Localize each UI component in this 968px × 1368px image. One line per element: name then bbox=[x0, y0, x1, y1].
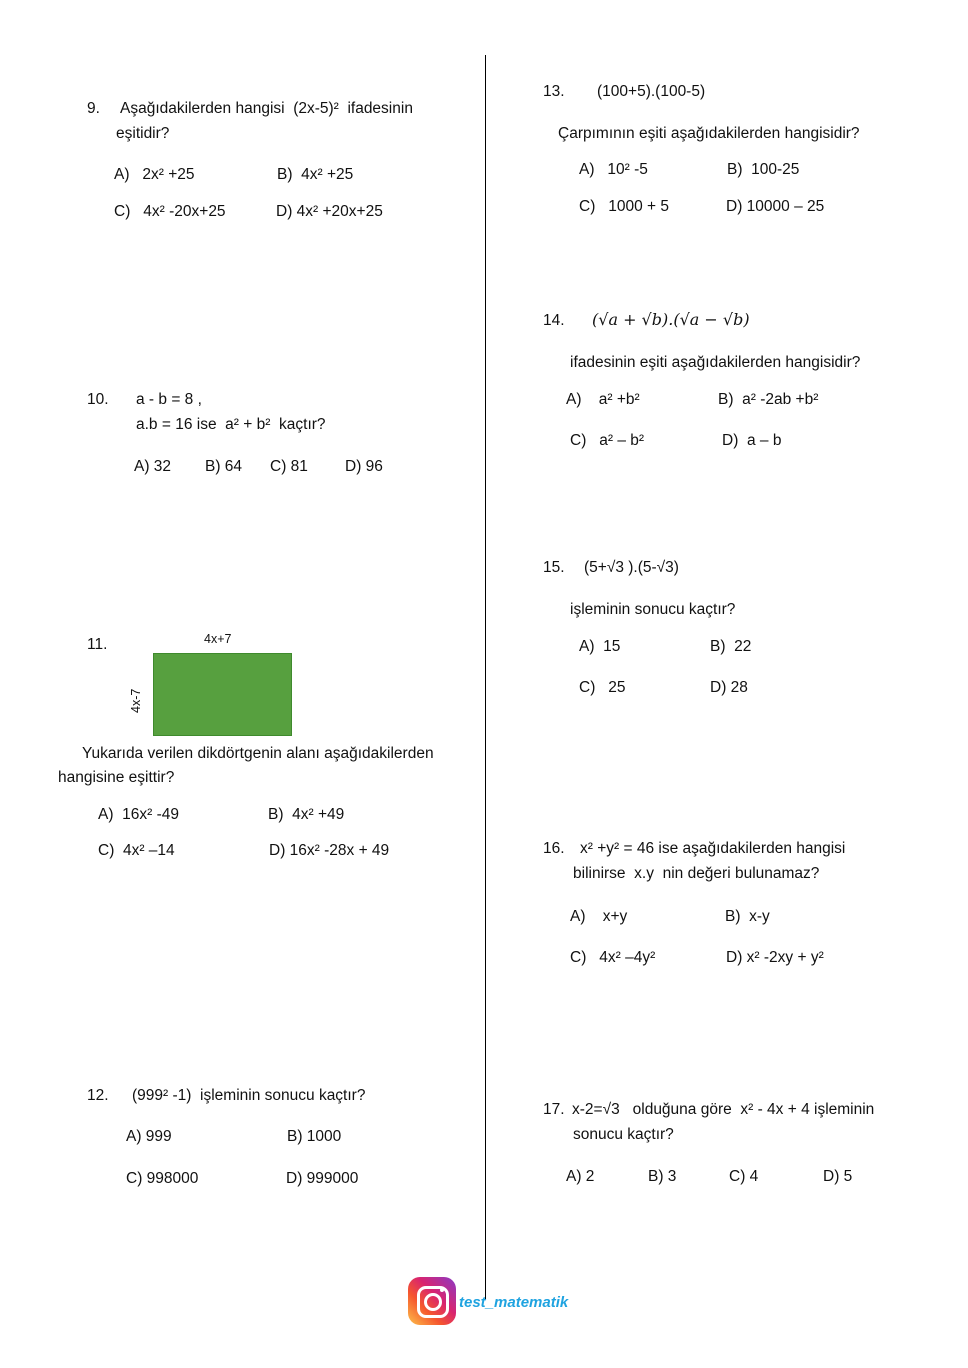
q13-expression: (100+5).(100-5) bbox=[597, 83, 706, 100]
q13-number: 13. bbox=[543, 83, 565, 100]
q14-option-b: B) a² -2ab +b² bbox=[718, 391, 819, 408]
q15-number: 15. bbox=[543, 559, 565, 576]
column-divider bbox=[485, 55, 486, 1300]
q17-text: x-2=√3 olduğuna göre x² - 4x + 4 işleminin bbox=[572, 1101, 875, 1118]
q12-text: (999² -1) işleminin sonucu kaçtır? bbox=[132, 1087, 366, 1104]
q15-option-d: D) 28 bbox=[710, 679, 748, 696]
q16-text-2: bilinirse x.y nin değeri bulunamaz? bbox=[573, 865, 820, 882]
instagram-icon bbox=[408, 1277, 456, 1325]
q9-number: 9. bbox=[87, 100, 100, 117]
q17-option-a: A) 2 bbox=[566, 1168, 595, 1185]
q15-expression: (5+√3 ).(5-√3) bbox=[584, 559, 679, 576]
q12-option-c: C) 998000 bbox=[126, 1170, 199, 1187]
q10-text: a - b = 8 , bbox=[136, 391, 202, 408]
q12-option-a: A) 999 bbox=[126, 1128, 172, 1145]
q17-option-b: B) 3 bbox=[648, 1168, 677, 1185]
q11-text-2: hangisine eşittir? bbox=[58, 769, 175, 786]
q11-option-c: C) 4x² –14 bbox=[98, 842, 175, 859]
q9-option-d: D) 4x² +20x+25 bbox=[276, 203, 383, 220]
q10-text-2: a.b = 16 ise a² + b² kaçtır? bbox=[136, 416, 326, 433]
q17-option-d: D) 5 bbox=[823, 1168, 853, 1185]
q14-option-a: A) a² +b² bbox=[566, 391, 640, 408]
q14-option-c: C) a² – b² bbox=[570, 432, 645, 449]
q17-number: 17. bbox=[543, 1101, 565, 1118]
q17-text-2: sonucu kaçtır? bbox=[573, 1126, 674, 1143]
q16-number: 16. bbox=[543, 840, 565, 857]
q11-text: Yukarıda verilen dikdörtgenin alanı aşağıdakilerden bbox=[82, 745, 434, 762]
q13-option-d: D) 10000 – 25 bbox=[726, 198, 825, 215]
q13-option-a: A) 10² -5 bbox=[579, 161, 648, 178]
q17-option-c: C) 4 bbox=[729, 1168, 759, 1185]
q15-option-c: C) 25 bbox=[579, 679, 626, 696]
q13-option-c: C) 1000 + 5 bbox=[579, 198, 670, 215]
q9-option-c: C) 4x² -20x+25 bbox=[114, 203, 226, 220]
q15-option-b: B) 22 bbox=[710, 638, 752, 655]
q16-option-b: B) x-y bbox=[725, 908, 770, 925]
q9-text-2: eşitidir? bbox=[116, 125, 170, 142]
rectangle-height-label: 4x-7 bbox=[129, 688, 143, 713]
q11-option-d: D) 16x² -28x + 49 bbox=[269, 842, 390, 859]
q11-option-b: B) 4x² +49 bbox=[268, 806, 345, 823]
q13-option-b: B) 100-25 bbox=[727, 161, 800, 178]
q13-text: Çarpımının eşiti aşağıdakilerden hangisidir? bbox=[558, 125, 860, 142]
q16-option-c: C) 4x² –4y² bbox=[570, 949, 656, 966]
q10-option-b: B) 64 bbox=[205, 458, 243, 475]
q10-option-a: A) 32 bbox=[134, 458, 172, 475]
q16-option-d: D) x² -2xy + y² bbox=[726, 949, 824, 966]
q9-option-a: A) 2x² +25 bbox=[114, 166, 195, 183]
q10-number: 10. bbox=[87, 391, 109, 408]
q15-text: işleminin sonucu kaçtır? bbox=[570, 601, 736, 618]
q14-option-d: D) a – b bbox=[722, 432, 782, 449]
q16-text: x² +y² = 46 ise aşağıdakilerden hangisi bbox=[580, 840, 846, 857]
rectangle-width-label: 4x+7 bbox=[204, 632, 232, 646]
q11-option-a: A) 16x² -49 bbox=[98, 806, 179, 823]
q9-text: Aşağıdakilerden hangisi (2x-5)² ifadesinin bbox=[120, 100, 413, 117]
q10-option-d: D) 96 bbox=[345, 458, 383, 475]
q15-option-a: A) 15 bbox=[579, 638, 621, 655]
q14-text: ifadesinin eşiti aşağıdakilerden hangisidir? bbox=[570, 354, 861, 371]
q10-option-c: C) 81 bbox=[270, 458, 308, 475]
q11-number: 11. bbox=[87, 636, 108, 653]
q16-option-a: A) x+y bbox=[570, 908, 628, 925]
q14-number: 14. bbox=[543, 312, 565, 329]
green-rectangle bbox=[153, 653, 292, 736]
q14-expression: (√a + √b).(√a − √b) bbox=[592, 310, 750, 329]
q9-option-b: B) 4x² +25 bbox=[277, 166, 354, 183]
q12-option-b: B) 1000 bbox=[287, 1128, 342, 1145]
instagram-handle: test_matematik bbox=[459, 1294, 569, 1311]
q12-number: 12. bbox=[87, 1087, 109, 1104]
q12-option-d: D) 999000 bbox=[286, 1170, 359, 1187]
